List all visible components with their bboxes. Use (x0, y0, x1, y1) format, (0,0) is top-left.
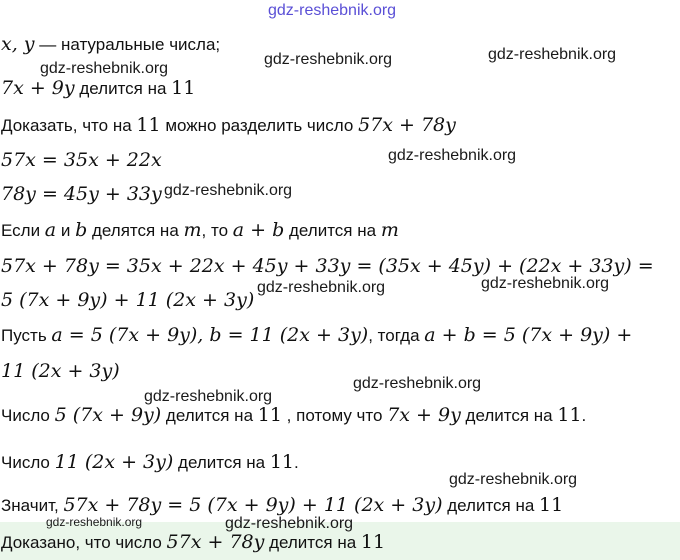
text: . (294, 453, 299, 472)
number: 11 (257, 404, 282, 426)
task-statement (1, 114, 456, 136)
text: делится на (173, 453, 270, 472)
text: и (56, 221, 76, 240)
text: Если (1, 221, 45, 240)
given-line (1, 33, 220, 55)
first-term-divisibility (1, 404, 586, 426)
number: 11 (171, 77, 196, 99)
watermark: gdz-reshebnik.org (46, 515, 143, 529)
text: делится на (264, 533, 361, 552)
text: . (581, 406, 587, 425)
math: 57x + 78y = 35x + 22x + 45y + 33y = (35x + 45y) + (22x + 33y) = (1, 255, 654, 277)
math: 7x + 9y (1, 77, 75, 99)
math: 78y = 45y + 33y (1, 183, 162, 205)
text: , то (201, 221, 233, 240)
text: делятся на (87, 221, 184, 240)
number: 11 (269, 451, 295, 473)
text: Доказать, что на (1, 116, 137, 135)
math: 5 (7x + 9y) (54, 404, 162, 426)
math: 57x = 35x + 22x (1, 149, 162, 171)
math: a + b = 5 (7x + 9y) + (424, 324, 633, 346)
number: 11 (360, 531, 386, 553)
math: 57x + 78y = 5 (7x + 9y) + 11 (2x + 3y) (63, 494, 443, 516)
watermark: gdz-reshebnik.org (164, 182, 293, 199)
math: 11 (2x + 3y) (54, 451, 174, 473)
watermark: gdz-reshebnik.org (144, 388, 273, 405)
substitution-line (1, 324, 632, 346)
watermark: gdz-reshebnik.org (257, 279, 386, 296)
substitution-continued (1, 360, 120, 382)
text: Число (1, 406, 55, 425)
math: m (380, 219, 399, 241)
given-condition (1, 77, 195, 99)
watermark-top: gdz-reshebnik.org (268, 2, 397, 19)
watermark: gdz-reshebnik.org (40, 60, 169, 77)
math: 7x + 9y (387, 404, 461, 426)
text: делится на (74, 79, 172, 98)
expansion-line (1, 255, 654, 277)
math: a = 5 (7x + 9y), b = 11 (2x + 3y) (51, 324, 369, 346)
equation-78y (1, 183, 162, 205)
watermark: gdz-reshebnik.org (481, 275, 610, 292)
math: x, y (1, 33, 35, 55)
text: , потому что (281, 406, 388, 425)
watermark: gdz-reshebnik.org (225, 515, 354, 532)
text: делится на (284, 221, 381, 240)
math: 5 (7x + 9y) + 11 (2x + 3y) (1, 289, 255, 311)
math: 57x + 78y (166, 531, 265, 553)
text: Пусть (1, 326, 52, 345)
number: 11 (539, 494, 564, 516)
equation-57x (1, 149, 162, 171)
text: Значит, (1, 496, 64, 515)
watermark: gdz-reshebnik.org (264, 51, 393, 68)
text: делится на (442, 496, 540, 515)
math: b (75, 219, 88, 241)
math: 11 (2x + 3y) (1, 360, 120, 382)
watermark: gdz-reshebnik.org (449, 471, 578, 488)
text: Доказано, что число (1, 533, 167, 552)
therefore-line (1, 494, 563, 516)
watermark: gdz-reshebnik.org (388, 147, 517, 164)
factored-line (1, 289, 254, 311)
text: можно разделить число (160, 116, 359, 135)
math: a (44, 219, 57, 241)
text: Число (1, 453, 55, 472)
watermark: gdz-reshebnik.org (353, 375, 482, 392)
number: 11 (557, 404, 582, 426)
math: 57x + 78y (358, 114, 456, 136)
watermark: gdz-reshebnik.org (488, 46, 617, 63)
text: делится на (460, 406, 558, 425)
divisibility-rule (1, 219, 399, 241)
conclusion-line (1, 531, 385, 553)
second-term-divisibility (1, 451, 299, 473)
text: делится на (161, 406, 258, 425)
number: 11 (136, 114, 161, 136)
text: , тогда (368, 326, 425, 345)
math: a + b (232, 219, 285, 241)
math: m (183, 219, 202, 241)
text: — натуральные числа; (34, 35, 221, 54)
